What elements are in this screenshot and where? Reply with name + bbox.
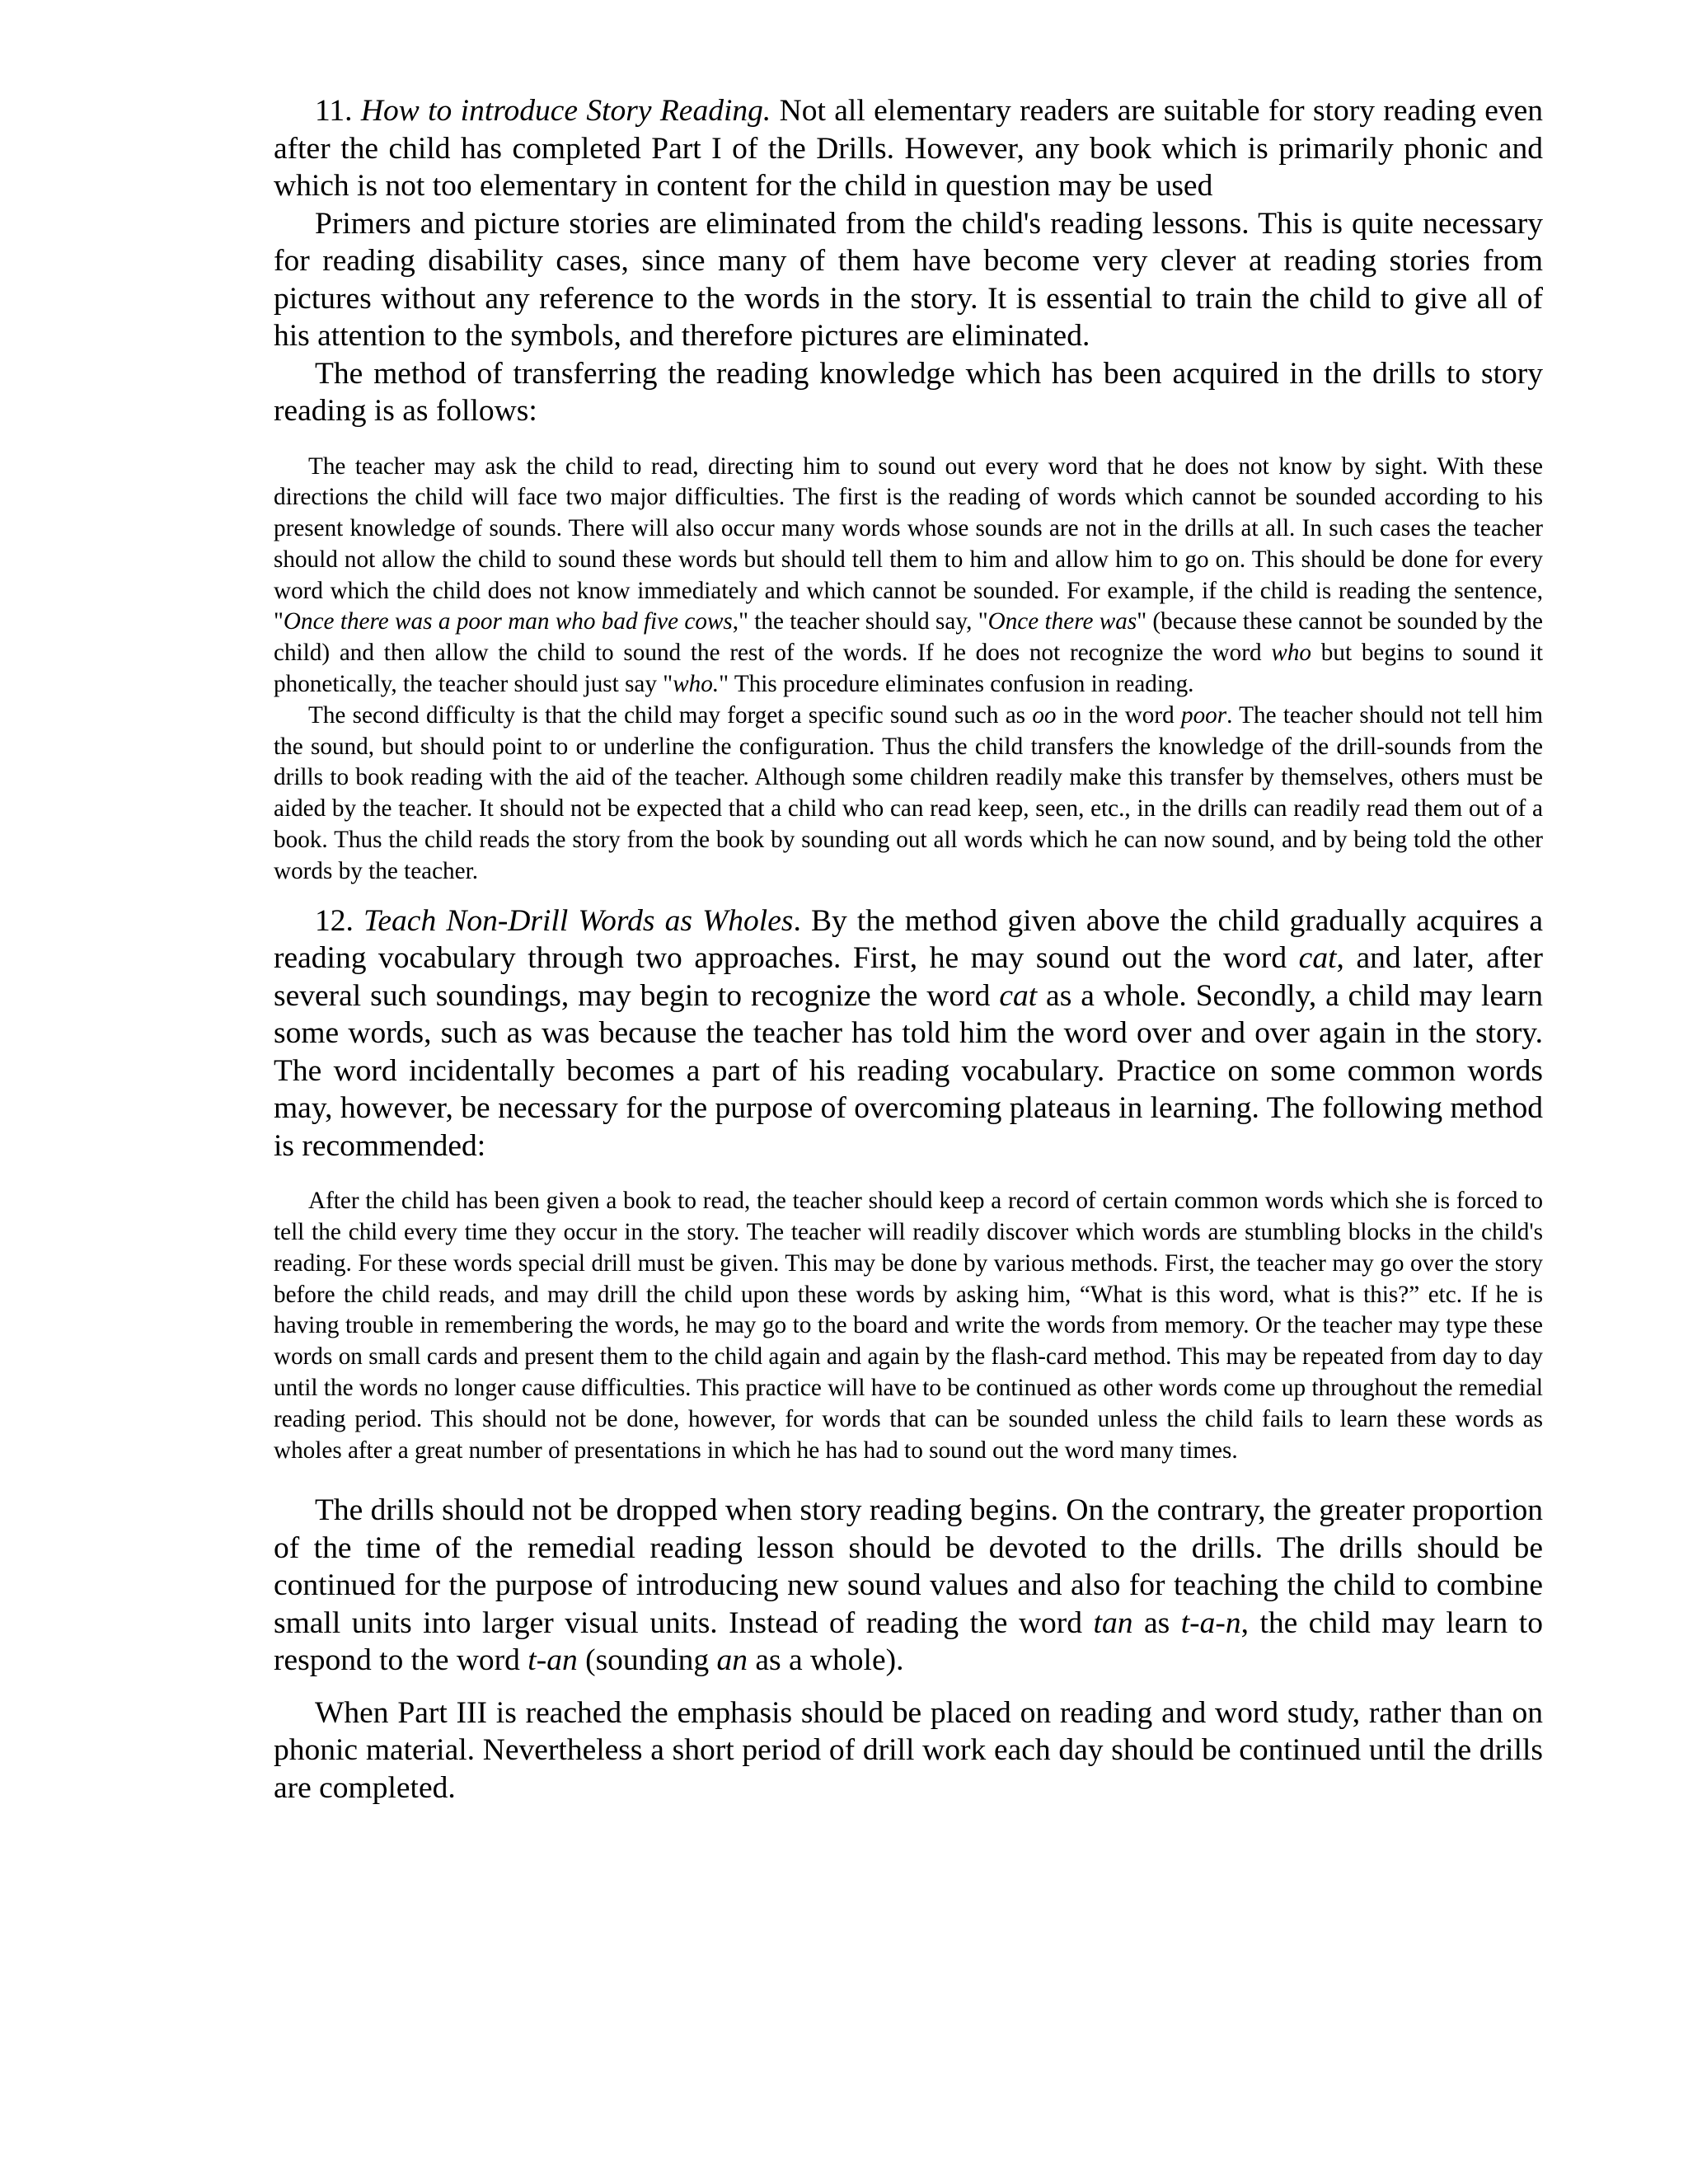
text-run: The second difficulty is that the child may forget a specific sound such as xyxy=(308,701,1033,729)
italic-text: who. xyxy=(673,671,720,698)
text-run: , the child may learn to respond to the word xyxy=(274,1605,1543,1678)
italic-text: cat xyxy=(1298,941,1337,976)
italic-text: Once there was a poor man who bad five cows xyxy=(283,608,733,635)
text-run: as a whole. Secondly, a child may learn some words, such as was because the teacher has told him the word over and over again in the story. The word incidentally becomes a part of his reading vocabulary. Practice on some common words may, however, be necessary for the purpose of overcoming plateaus in learning. The following method is recommended: xyxy=(274,978,1544,1163)
part-three-paragraph: When Part III is reached the emphasis should be placed on reading and word study, rather than on phonic material. Nevertheless a short period of drill work each day should be continued until the drills are completed. xyxy=(274,1695,1543,1805)
text-run: ," the teacher should say, " xyxy=(732,608,988,635)
section-number: 11. xyxy=(315,94,353,128)
italic-text: poor xyxy=(1180,701,1227,729)
quoted-paragraph-first-difficulty xyxy=(274,452,1543,701)
quoted-paragraph-second-difficulty xyxy=(274,701,1543,888)
text-run: but begins to sound it phonetically, the teacher should just say " xyxy=(274,640,1543,698)
text-run: as xyxy=(1132,1605,1181,1640)
paragraph-text: Not all elementary readers are suitable for story reading even after the child has completed Part I of the Drills. However, any book which is primarily phonic and which is not too elementary in content for the child in question may be used xyxy=(274,94,1544,203)
italic-text: Once there was xyxy=(987,608,1137,635)
text-run: . The teacher should not tell him the sound, but should point to or underline the configuration. Thus the child transfers the knowledge of the drill-sounds from the drills to book reading with the aid of the teacher. Although some children readily make this transfer by themselves, others must be aided by the teacher. It should not be expected that a child who can read keep, seen, etc., in the drills can readily read them out of a book. Thus the child reads the story from the book by sounding out all words which he can now sound, and by being told the other words by the teacher. xyxy=(274,701,1544,884)
italic-text: cat xyxy=(999,978,1038,1013)
section-12-intro-paragraph xyxy=(274,902,1543,1165)
italic-text: oo xyxy=(1032,701,1057,729)
section-heading: How to introduce Story Reading. xyxy=(360,94,771,128)
text-run: in the word xyxy=(1056,701,1181,729)
italic-text: who xyxy=(1271,640,1312,667)
quoted-paragraph-record-words: After the child has been given a book to read, the teacher should keep a record of certain common words which she is forced to tell the child every time they occur in the story. The teacher will readily discover which words are stumbling blocks in the child's reading. For these words special drill must be given. This may be done by various methods. First, the teacher may go over the story before the child reads, and may drill the child upon these words by asking him, “What is this word, what is this?” etc. If he is having trouble in remembering the words, he may go to the board and write the words from memory. Or the teacher may type these words on small cards and present them to the child again and again by the flash-card method. This may be repeated from day to day until the words no longer cause difficulties. This practice will have to be continued as other words come up throughout the remedial reading period. This should not be done, however, for words that can be sounded unless the child fails to learn these words as wholes after a great number of presentations in which he has had to sound out the word many times. xyxy=(274,1188,1543,1464)
primers-paragraph: Primers and picture stories are eliminated from the child's reading lessons. This is quite necessary for reading disability cases, since many of them have become very clever at reading stories from pictures without any reference to the words in the story. It is essential to train the child to give all of his attention to the symbols, and therefore pictures are eliminated. xyxy=(274,206,1543,353)
drills-continue-paragraph xyxy=(274,1492,1543,1680)
document-page xyxy=(274,92,1543,1807)
section-11-intro-paragraph xyxy=(274,92,1543,205)
text-run: " This procedure eliminates confusion in reading. xyxy=(719,671,1194,698)
text-run: , and later, after several such soundings, may begin to recognize the word xyxy=(274,941,1543,1013)
text-run: " (because these cannot be sounded by the child) and then allow the child to sound the rest of the words. If he does not recognize the word xyxy=(274,608,1543,667)
text-run: The drills should not be dropped when story reading begins. On the contrary, the greater proportion of the time of the remedial reading lesson should be devoted to the drills. The drills should be continued for the purpose of introducing new sound values and also for teaching the child to combine small units into larger visual units. Instead of reading the word xyxy=(274,1493,1543,1640)
italic-text: tan xyxy=(1093,1605,1133,1640)
section-number: 12. xyxy=(315,903,354,938)
text-run: (sounding xyxy=(577,1643,717,1678)
italic-text: t-a-n xyxy=(1180,1605,1241,1640)
method-intro-paragraph: The method of transferring the reading knowledge which has been acquired in the drills to story reading is as follows: xyxy=(274,356,1543,428)
italic-text: t-an xyxy=(528,1643,578,1678)
italic-text: an xyxy=(716,1643,748,1678)
text-run: as a whole). xyxy=(747,1643,904,1678)
text-run: The teacher may ask the child to read, directing him to sound out every word that he does not know by sight. With these directions the child will face two major difficulties. The first is the reading of words which cannot be sounded according to his present knowledge of sounds. There will also occur many words whose sounds are not in the drills at all. In such cases the teacher should not allow the child to sound these words but should tell them to him and allow him to go on. This should be done for every word which the child does not know immediately and which cannot be sounded. For example, if the child is reading the sentence, " xyxy=(274,452,1543,635)
text-run: . By the method given above the child gradually acquires a reading vocabulary through two approaches. First, he may sound out the word xyxy=(274,903,1543,976)
section-heading: Teach Non-Drill Words as Wholes xyxy=(363,903,794,938)
